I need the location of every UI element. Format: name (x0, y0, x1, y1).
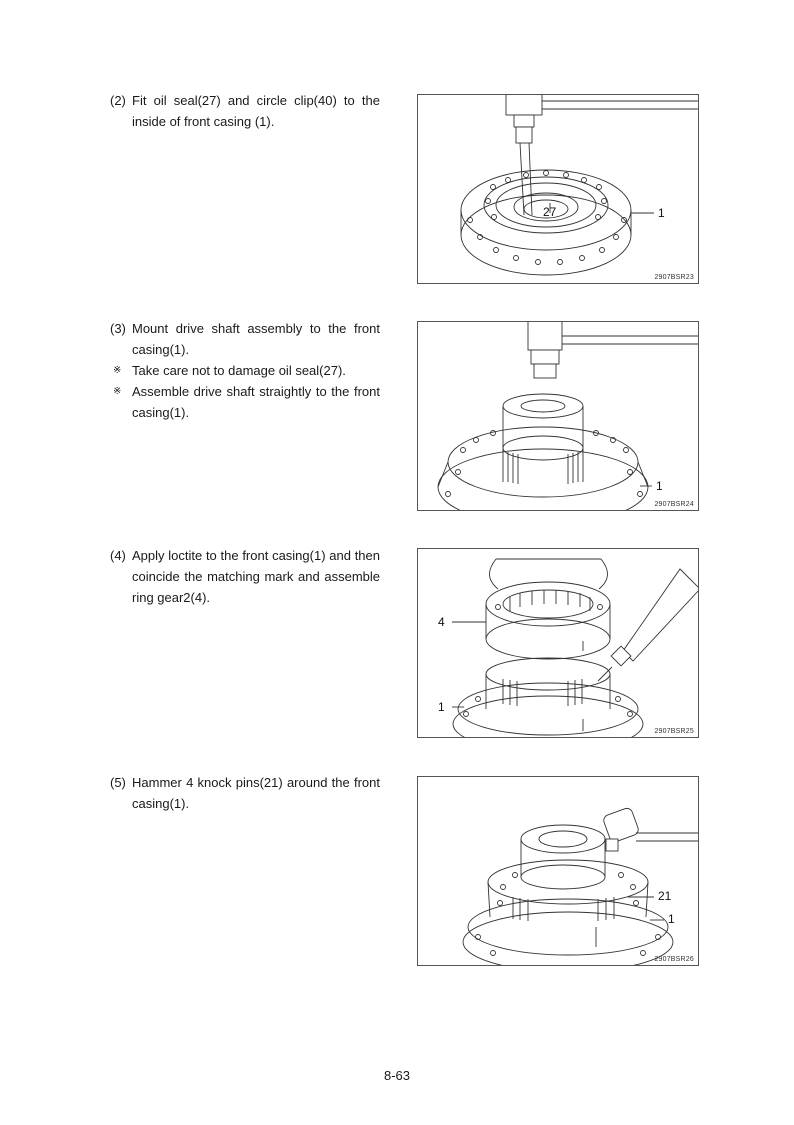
callout-1: 1 (438, 700, 445, 714)
step-5 (110, 772, 380, 814)
figure-drive-shaft (417, 321, 699, 511)
figure-code: 2907BSR24 (654, 501, 694, 508)
figure-oil-seal (417, 94, 699, 284)
callout-1: 1 (658, 206, 665, 220)
step-number: (2) (110, 93, 126, 108)
step-number: (5) (110, 775, 126, 790)
note-text: Take care not to damage oil seal(27). (132, 363, 346, 378)
oil-seal-illustration (418, 95, 699, 284)
callout-27: 27 (543, 205, 557, 219)
note-text: Assemble drive shaft straightly to the front casing(1). (132, 384, 380, 420)
step-text: Hammer 4 knock pins(21) around the front casing(1). (132, 775, 380, 811)
figure-ring-gear (417, 548, 699, 738)
ring-gear-illustration (418, 549, 699, 738)
note-mark: ※ (113, 386, 122, 397)
callout-4: 4 (438, 615, 445, 629)
figure-code: 2907BSR26 (654, 956, 694, 963)
figure-code: 2907BSR23 (654, 274, 694, 281)
step-text: Fit oil seal(27) and circle clip(40) to the inside of front casing (1). (132, 93, 380, 129)
figure-knock-pins (417, 776, 699, 966)
step-text: Mount drive shaft assembly to the front casing(1). (132, 321, 380, 357)
note-mark: ※ (113, 365, 122, 376)
step-number: (4) (110, 548, 126, 563)
step-3 (110, 318, 380, 423)
callout-1: 1 (656, 479, 663, 493)
figure-code: 2907BSR25 (654, 728, 694, 735)
knock-pins-illustration (418, 777, 699, 966)
page-number: 8-63 (383, 1068, 411, 1083)
step-text: Apply loctite to the front casing(1) and then coincide the matching mark and assemble ring gear2(4). (132, 548, 380, 605)
step-number: (3) (110, 321, 126, 336)
step-4 (110, 545, 380, 608)
callout-1: 1 (668, 912, 675, 926)
callout-21: 21 (658, 889, 672, 903)
step-2 (110, 90, 380, 132)
